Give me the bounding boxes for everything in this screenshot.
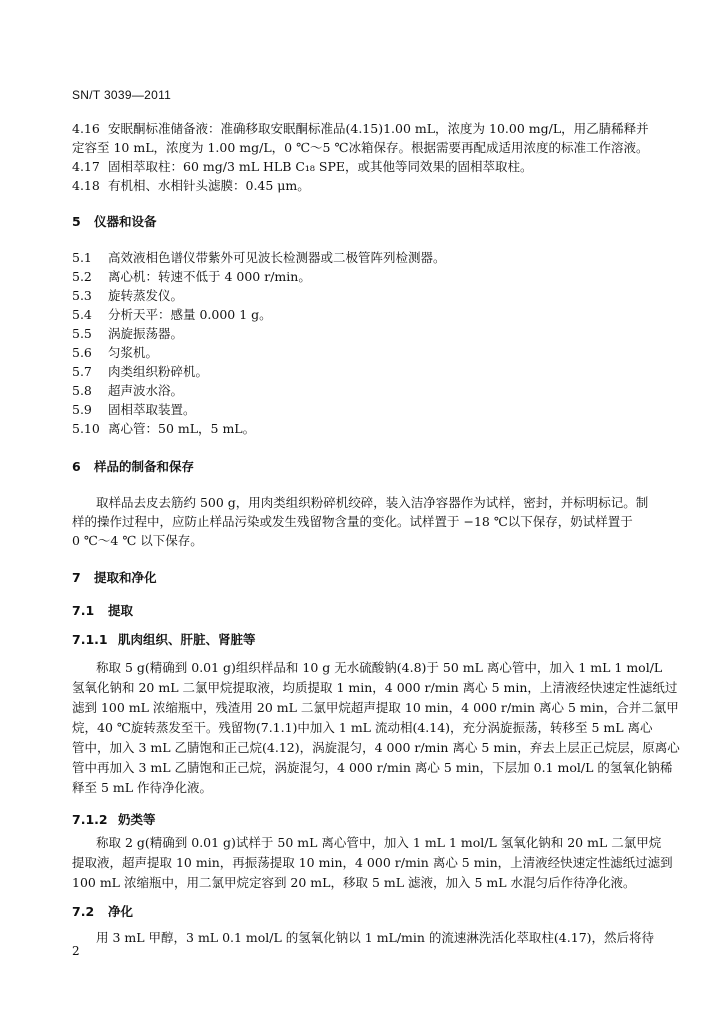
section-number: 6 [72, 459, 81, 474]
item-5-2 [72, 269, 311, 285]
item-number: 5.10 [72, 421, 100, 436]
section-title: 提取和净化 [94, 570, 157, 585]
section-7-1-heading [72, 603, 133, 619]
item-text: 安眠酮标准储备液：准确移取安眠酮标准品(4.15)1.00 mL，浓度为 10.00 mg/L，用乙腈稀释并 [108, 121, 649, 136]
section-7-1-1-line-7: 释至 5 mL 作待净化液。 [72, 780, 213, 795]
item-4-16-line-1 [72, 121, 649, 137]
section-title: 净化 [108, 904, 134, 919]
item-text: 固相萃取装置。 [108, 402, 196, 417]
section-number: 5 [72, 214, 81, 229]
section-5-heading [72, 214, 157, 230]
section-7-1-1-line-6: 管中再加入 3 mL 乙腈饱和正己烷，涡旋混匀，4 000 r/min 离心 5 min，下层加 0.1 mol/L 的氢氧化钠稀 [72, 760, 673, 775]
item-number: 4.18 [72, 178, 100, 193]
standard-code-header: SN/T 3039—2011 [72, 88, 172, 102]
item-text: 固相萃取柱：60 mg/3 mL HLB C₁₈ SPE，或其他等同效果的固相萃取柱。 [108, 159, 533, 174]
item-number: 5.5 [72, 326, 92, 341]
item-text: 超声波水浴。 [108, 383, 184, 398]
item-5-9 [72, 402, 196, 418]
section-number: 7 [72, 570, 81, 585]
item-4-17 [72, 159, 533, 175]
item-5-10 [72, 421, 255, 437]
item-5-4 [72, 307, 272, 323]
item-number: 5.7 [72, 364, 92, 379]
section-7-1-1-line-2: 氢氧化钠和 20 mL 二氯甲烷提取液，均质提取 1 min，4 000 r/min 离心 5 min，上清液经快速定性滤纸过 [72, 680, 678, 695]
section-7-heading [72, 570, 157, 586]
item-text: 离心管：50 mL，5 mL。 [108, 421, 256, 436]
item-number: 5.8 [72, 383, 92, 398]
section-6-heading [72, 459, 194, 475]
item-number: 5.2 [72, 269, 92, 284]
section-title: 样品的制备和保存 [94, 459, 195, 474]
section-7-2-line-1: 用 3 mL 甲醇，3 mL 0.1 mol/L 的氢氧化钠以 1 mL/min 的流速淋洗活化萃取柱(4.17)，然后将待 [96, 930, 655, 945]
section-7-1-2-line-2: 提取液，超声提取 10 min，再振荡提取 10 min，4 000 r/min 离心 5 min，上清液经快速定性滤纸过滤到 [72, 855, 673, 870]
section-title: 奶类等 [118, 812, 156, 827]
item-text: 离心机：转速不低于 4 000 r/min。 [108, 269, 311, 284]
item-text: 匀浆机。 [108, 345, 159, 360]
item-5-8 [72, 383, 183, 399]
section-7-1-1-line-3: 滤到 100 mL 浓缩瓶中，残渣用 20 mL 二氯甲烷超声提取 10 min，4 000 r/min 离心 5 min，合并二氯甲 [72, 700, 679, 715]
section-6-paragraph-line-3: 0 ℃～4 ℃ 以下保存。 [72, 533, 203, 548]
item-number: 5.3 [72, 288, 92, 303]
section-7-2-heading [72, 904, 133, 920]
item-5-7 [72, 364, 208, 380]
section-number: 7.1.1 [72, 632, 108, 647]
section-number: 7.1.2 [72, 812, 108, 827]
section-number: 7.1 [72, 603, 95, 618]
section-title: 仪器和设备 [94, 214, 157, 229]
item-5-3 [72, 288, 183, 304]
item-4-16-line-2: 定容至 10 mL，浓度为 1.00 mg/L，0 ℃～5 ℃冰箱保存。根据需要再配成适用浓度的标准工作溶液。 [72, 140, 649, 155]
item-4-18 [72, 178, 310, 194]
section-7-1-2-heading [72, 812, 156, 828]
item-text: 有机相、水相针头滤膜：0.45 μm。 [108, 178, 310, 193]
item-5-6 [72, 345, 158, 361]
item-text: 涡旋振荡器。 [108, 326, 184, 341]
section-7-1-1-line-1: 称取 5 g(精确到 0.01 g)组织样品和 10 g 无水硫酸钠(4.8)于 50 mL 离心管中，加入 1 mL 1 mol/L [96, 660, 663, 675]
item-text: 分析天平：感量 0.000 1 g。 [108, 307, 272, 322]
item-5-1 [72, 250, 446, 266]
section-title: 提取 [108, 603, 134, 618]
section-6-paragraph-line-2: 样的操作过程中，应防止样品污染或发生残留物含量的变化。试样置于 −18 ℃以下保存，奶试样置于 [72, 514, 633, 529]
item-number: 5.9 [72, 402, 92, 417]
section-title: 肌肉组织、肝脏、肾脏等 [118, 632, 256, 647]
section-7-1-1-line-4: 烷，40 ℃旋转蒸发至干。残留物(7.1.1)中加入 1 mL 流动相(4.14)，充分涡旋振荡，转移至 5 mL 离心 [72, 720, 653, 735]
item-text: 旋转蒸发仪。 [108, 288, 184, 303]
item-5-5 [72, 326, 183, 342]
item-text: 高效液相色谱仪带紫外可见波长检测器或二极管阵列检测器。 [108, 250, 446, 265]
item-text: 肉类组织粉碎机。 [108, 364, 209, 379]
section-6-paragraph-line-1: 取样品去皮去筋约 500 g，用肉类组织粉碎机绞碎，装入洁净容器作为试样，密封，并标明标记。制 [96, 495, 649, 510]
section-7-1-1-heading [72, 632, 256, 648]
page-number: 2 [72, 944, 80, 958]
section-7-1-2-line-1: 称取 2 g(精确到 0.01 g)试样于 50 mL 离心管中，加入 1 mL 1 mol/L 氢氧化钠和 20 mL 二氯甲烷 [96, 835, 662, 850]
item-number: 5.6 [72, 345, 92, 360]
section-7-1-2-line-3: 100 mL 浓缩瓶中，用二氯甲烷定容到 20 mL，移取 5 mL 滤液，加入 5 mL 水混匀后作待净化液。 [72, 875, 636, 890]
item-number: 5.4 [72, 307, 92, 322]
item-number: 4.16 [72, 121, 100, 136]
item-number: 4.17 [72, 159, 100, 174]
section-7-1-1-line-5: 管中，加入 3 mL 乙腈饱和正己烷(4.12)，涡旋混匀，4 000 r/min 离心 5 min，弃去上层正己烷层，原离心 [72, 740, 680, 755]
section-number: 7.2 [72, 904, 95, 919]
item-number: 5.1 [72, 250, 92, 265]
